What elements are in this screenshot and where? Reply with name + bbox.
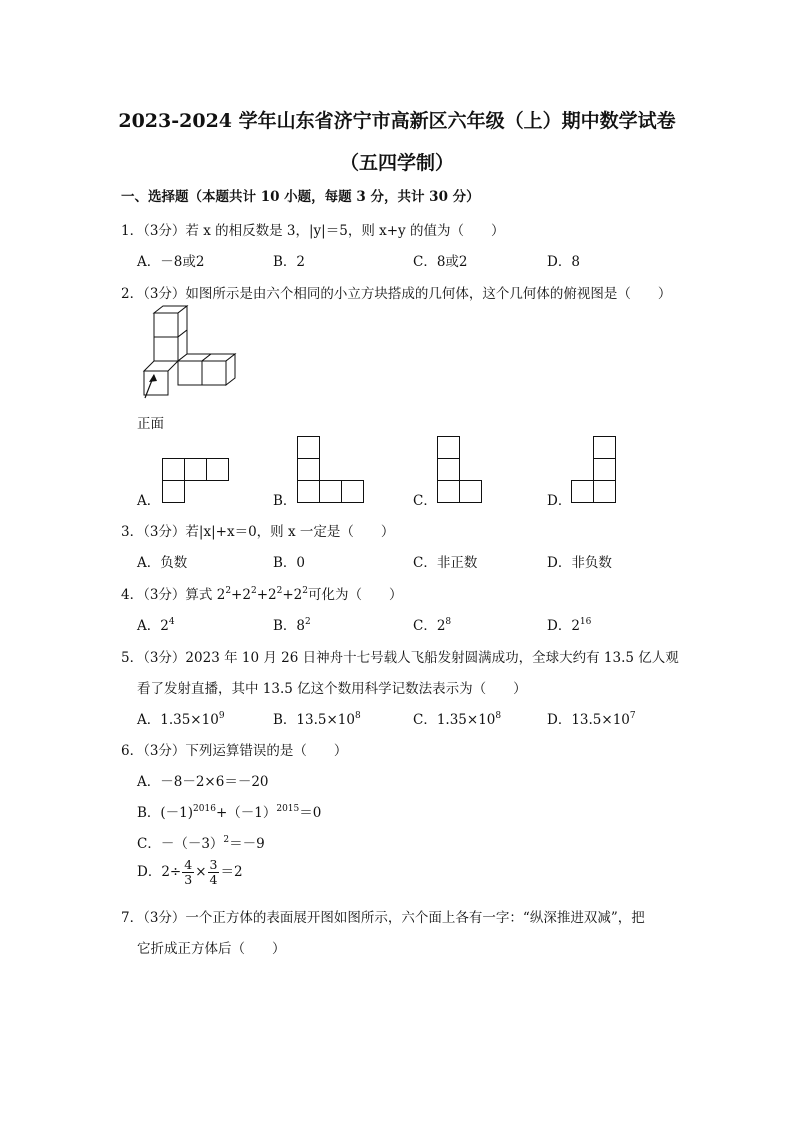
question-6-option-a: A．－8－2×6＝－20: [137, 774, 269, 790]
q4-b-base: B．8: [273, 618, 306, 634]
q5-b-base: B．13.5×10: [273, 712, 355, 728]
q6-b-end: ＝0: [299, 805, 322, 821]
question-3-option-a: A．负数: [137, 555, 188, 571]
q5-c-base: C．1.35×10: [413, 712, 496, 728]
question-2-option-c: C．: [413, 493, 437, 509]
q4-exp-3: 2: [276, 586, 283, 596]
q6-c-start: C．－（－3）: [137, 836, 224, 852]
q4-stem-end: 可化为（ ）: [307, 587, 403, 603]
option-c-top-view: [437, 436, 483, 504]
question-1-option-c: C．8或2: [413, 254, 468, 270]
question-5-line-1: 5．（3分）2023 年 10 月 26 日神舟十七号载人飞船发射圆满成功，全球大约有 13.5 亿人观: [121, 650, 679, 666]
q4-stem-start: 4．（3分）算式 2: [121, 587, 226, 603]
question-5-option-a: [137, 708, 225, 728]
option-b-top-view: [297, 436, 365, 504]
question-4-stem: [121, 583, 402, 603]
question-6-option-b: [137, 801, 321, 821]
option-d-top-view: [571, 436, 617, 504]
q6-c-end: ＝－9: [229, 836, 265, 852]
q4-term-4: +2: [282, 587, 303, 603]
question-2-option-b: B．: [273, 493, 297, 509]
q6-d-start: D．2÷: [137, 864, 182, 880]
question-6-option-d: [137, 858, 243, 887]
question-4-option-d: [547, 614, 591, 634]
q4-exp-1: 2: [225, 586, 232, 596]
question-1-option-d: D．8: [547, 254, 580, 270]
question-5-option-d: [547, 708, 636, 728]
q4-c-base: C．2: [413, 618, 446, 634]
question-4-option-a: [137, 614, 175, 634]
fraction-3-4: [208, 858, 220, 887]
question-3-option-b: B．0: [273, 555, 306, 571]
question-4-option-c: [413, 614, 451, 634]
question-2-option-a: A．: [137, 493, 161, 509]
question-2-option-d: D．: [547, 493, 572, 509]
question-5-option-b: [273, 708, 361, 728]
q5-a-exp: 9: [218, 711, 225, 721]
q4-a-base: A．2: [137, 618, 169, 634]
question-1-option-b: B．2: [273, 254, 306, 270]
q4-c-exp: 8: [445, 617, 452, 627]
q4-a-exp: 4: [168, 617, 175, 627]
q6-b-start: B．(－1): [137, 805, 194, 821]
question-4-option-b: [273, 614, 311, 634]
q5-a-base: A．1.35×10: [137, 712, 219, 728]
q6-b-exp-1: 2016: [193, 804, 216, 814]
option-a-top-view: [162, 458, 230, 504]
question-3-option-c: C．非正数: [413, 555, 478, 571]
q4-d-exp: 16: [579, 617, 592, 627]
q6-d-end: ＝2: [220, 864, 243, 880]
question-6-option-c: [137, 832, 265, 852]
q4-term-2: +2: [231, 587, 251, 603]
q6-b-middle: +（－1）: [215, 805, 277, 821]
fraction-4-3: [182, 858, 194, 887]
question-5-option-c: [413, 708, 501, 728]
exam-subtitle: （五四学制）: [339, 152, 454, 174]
q4-b-exp: 2: [305, 617, 311, 627]
question-1-option-a: A．－8或2: [137, 254, 205, 270]
section-heading: 一、选择题（本题共计 10 小题，每题 3 分，共计 30 分）: [121, 189, 480, 205]
question-2-stem: 2．（3分）如图所示是由六个相同的小立方块搭成的几何体，这个几何体的俯视图是（ ）: [121, 286, 672, 302]
q5-b-exp: 8: [354, 711, 361, 721]
q4-exp-4: 2: [302, 586, 308, 596]
question-3-option-d: D．非负数: [547, 555, 612, 571]
q5-d-exp: 7: [629, 711, 636, 721]
question-7-line-2: 它折成正方体后（ ）: [137, 941, 286, 957]
q5-d-base: D．13.5×10: [547, 712, 630, 728]
fraction-denominator: 4: [209, 872, 218, 887]
q5-c-exp: 8: [495, 711, 502, 721]
exam-title: 2023-2024 学年山东省济宁市高新区六年级（上）期中数学试卷: [118, 110, 676, 132]
q6-b-exp-2: 2015: [276, 804, 300, 814]
q6-c-exp: 2: [223, 835, 230, 845]
question-6-stem: 6．（3分）下列运算错误的是（ ）: [121, 743, 348, 759]
times-sign: ×: [195, 864, 207, 880]
fraction-numerator: 3: [209, 857, 218, 872]
question-7-line-1: 7．（3分）一个正方体的表面展开图如图所示，六个面上各有一字：“纵深推进双减”，把: [121, 910, 645, 926]
fraction-denominator: 3: [184, 872, 193, 887]
q4-exp-2: 2: [250, 586, 257, 596]
q4-d-base: D．2: [547, 618, 580, 634]
q4-term-3: +2: [256, 587, 277, 603]
question-1-stem: 1．（3分）若 x 的相反数是 3，|y|＝5，则 x+y 的值为（ ）: [121, 223, 505, 239]
question-5-line-2: 看了发射直播，其中 13.5 亿这个数用科学记数法表示为（ ）: [137, 681, 527, 697]
front-label: 正面: [137, 416, 164, 432]
fraction-numerator: 4: [184, 857, 193, 872]
question-3-stem: 3．（3分）若|x|+x＝0，则 x 一定是（ ）: [121, 524, 395, 540]
cube-solid-figure: [130, 300, 240, 405]
